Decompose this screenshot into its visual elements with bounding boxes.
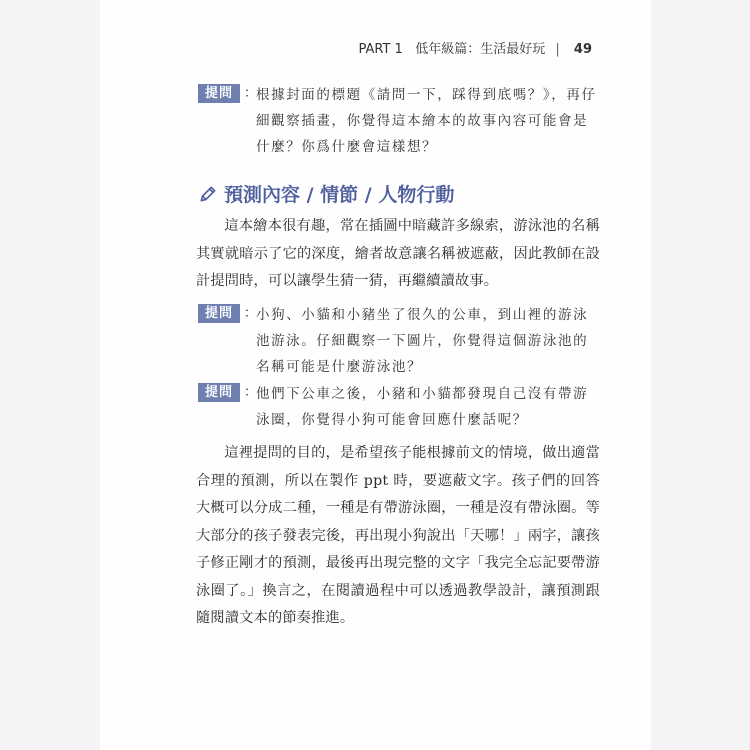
question-text: 小狗、小貓和小豬坐了很久的公車，到山裡的游泳池游泳。仔細觀察一下圖片，你覺得這個游泳池的名稱可能是什麼游泳池？ <box>256 307 589 375</box>
section-title: 預測內容 / 情節 / 人物行動 <box>224 184 455 206</box>
section-heading <box>198 180 454 207</box>
header-separator: | <box>555 42 560 57</box>
question-text: 他們下公車之後，小豬和小貓都發現自己沒有帶游泳圈，你覺得小狗可能會回應什麼話呢？ <box>256 386 589 428</box>
pencil-icon <box>198 184 218 204</box>
body-paragraph-1: 這本繪本很有趣，常在插圖中暗藏許多線索，游泳池的名稱其實就暗示了它的深度，繪者故意讓名稱被遮蔽，因此教師在設計提問時，可以讓學生猜一猜，再繼續讀故事。 <box>196 218 600 289</box>
book-page <box>100 0 651 750</box>
part-label: PART 1 <box>358 42 403 57</box>
body-paragraph-2: 這裡提問的目的，是希望孩子能根據前文的情境，做出適當合理的預測，所以在製作 ppt 時，要遮蔽文字。孩子們的回答大概可以分成二種，一種是有帶游泳圈，一種是沒有帶泳圈。等大部分的孩子發表完後，再出現小狗說出「天哪！」兩字，讓孩子修正剛才的預測，最後再出現完整的文字「我完全忘記要帶游泳圈了。」換言之，在閱讀過程中可以透過教學設計，讓預測跟隨閱讀文本的節奏推進。 <box>196 445 600 626</box>
question-text: 根據封面的標題《請問一下，踩得到底嗎？》，再仔細觀察插畫，你覺得這本繪本的故事內容可能會是什麼？你爲什麼會這樣想？ <box>256 87 597 155</box>
running-header <box>358 38 592 57</box>
page-number: 49 <box>573 42 592 57</box>
question-badge: 提問 <box>198 304 240 323</box>
question-colon: ： <box>244 86 258 101</box>
question-colon: ： <box>244 385 258 400</box>
chapter-title: 低年級篇：生活最好玩 <box>415 42 546 57</box>
question-badge: 提問 <box>198 383 240 402</box>
question-colon: ： <box>244 306 258 321</box>
question-badge: 提問 <box>198 84 240 103</box>
